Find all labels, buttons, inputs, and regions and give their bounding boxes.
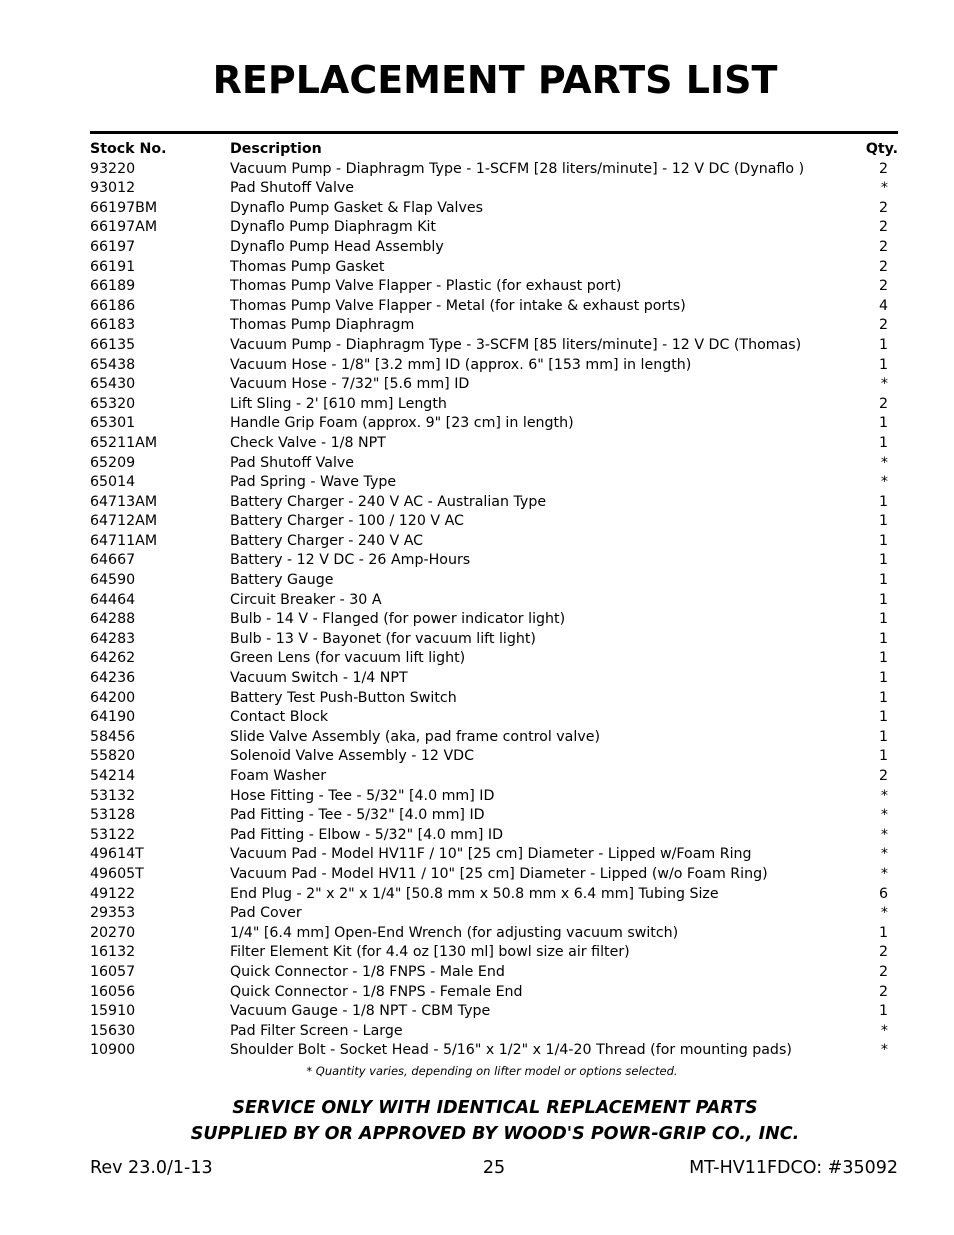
cell-quantity: 1 [878, 670, 888, 687]
cell-stock-number: 66197 [90, 238, 136, 255]
cell-description: Pad Shutoff Valve [230, 180, 355, 197]
cell-quantity: 1 [878, 532, 888, 549]
table-row [90, 708, 898, 728]
table-row [90, 512, 898, 532]
cell-description: Foam Washer [230, 768, 327, 784]
cell-quantity: 2 [878, 160, 888, 177]
table-row [90, 179, 898, 199]
cell-quantity: 1 [878, 1003, 888, 1020]
cell-quantity: 1 [878, 689, 888, 706]
cell-quantity: 2 [878, 395, 888, 412]
cell-stock-number: 49614T [90, 846, 144, 863]
cell-description: Green Lens (for vacuum lift light) [230, 650, 466, 667]
cell-quantity: 1 [878, 924, 888, 941]
table-row [90, 924, 898, 944]
cell-quantity: 4 [878, 297, 888, 314]
cell-description: Quick Connector - 1/8 FNPS - Female End [230, 983, 523, 1000]
cell-description: Vacuum Hose - 7/32" [5.6 mm] ID [230, 376, 470, 393]
cell-quantity: * [880, 826, 888, 843]
table-row [90, 199, 898, 219]
document-id: MT-HV11FDCO: #35092 [689, 1158, 898, 1178]
cell-quantity: 1 [878, 650, 888, 667]
cell-quantity: 2 [878, 258, 888, 275]
cell-stock-number: 53122 [90, 826, 136, 843]
cell-quantity: 1 [878, 591, 888, 608]
table-row [90, 591, 898, 611]
service-notice-line-2: SUPPLIED BY OR APPROVED BY WOOD'S POWR-GRIP CO., INC. [190, 1124, 800, 1144]
table-row [90, 865, 898, 885]
cell-quantity: 1 [878, 415, 888, 432]
cell-stock-number: 65209 [90, 454, 136, 471]
table-row [90, 297, 898, 317]
cell-quantity: 2 [878, 238, 888, 255]
cell-stock-number: 64713AM [90, 493, 158, 510]
cell-quantity: * [880, 865, 888, 882]
parts-table [90, 140, 898, 1061]
table-row [90, 787, 898, 807]
cell-stock-number: 64590 [90, 572, 136, 589]
cell-quantity: * [880, 1022, 888, 1039]
cell-description: Battery Charger - 240 V AC - Australian Type [230, 493, 547, 510]
table-row [90, 395, 898, 415]
cell-description: Battery Gauge [230, 572, 334, 589]
cell-quantity: 1 [878, 709, 888, 726]
cell-description: Thomas Pump Valve Flapper - Metal (for intake & exhaust ports) [230, 297, 686, 314]
cell-description: Pad Shutoff Valve [230, 454, 355, 471]
table-row [90, 571, 898, 591]
cell-stock-number: 66189 [90, 278, 136, 295]
table-row [90, 943, 898, 963]
cell-quantity: 6 [878, 885, 888, 902]
cell-quantity: 1 [878, 434, 888, 451]
cell-quantity: * [880, 376, 888, 393]
table-row [90, 689, 898, 709]
table-row [90, 728, 898, 748]
cell-stock-number: 64712AM [90, 513, 158, 530]
cell-description: End Plug - 2" x 2" x 1/4" [50.8 mm x 50.8 mm x 6.4 mm] Tubing Size [230, 885, 719, 902]
cell-stock-number: 16057 [90, 963, 136, 980]
table-row [90, 885, 898, 905]
cell-quantity: 1 [878, 572, 888, 589]
quantity-footnote: * Quantity varies, depending on lifter model or options selected. [306, 1064, 678, 1078]
table-row [90, 826, 898, 846]
cell-description: Dynaflo Pump Diaphragm Kit [230, 219, 436, 236]
table-row [90, 904, 898, 924]
cell-description: Vacuum Hose - 1/8" [3.2 mm] ID (approx. 6" [153 mm] in length) [230, 356, 692, 373]
cell-description: Thomas Pump Valve Flapper - Plastic (for exhaust port) [230, 278, 622, 295]
cell-quantity: * [880, 807, 888, 824]
cell-description: Vacuum Pump - Diaphragm Type - 1-SCFM [28 liters/minute] - 12 V DC (Dynaflo ) [230, 160, 805, 177]
table-body [90, 160, 898, 1061]
table-row [90, 277, 898, 297]
cell-quantity: 1 [878, 611, 888, 628]
table-row [90, 983, 898, 1003]
cell-stock-number: 64236 [90, 670, 136, 687]
cell-stock-number: 64190 [90, 709, 136, 726]
cell-quantity: * [880, 846, 888, 863]
table-row [90, 1022, 898, 1042]
table-row [90, 610, 898, 630]
cell-stock-number: 54214 [90, 768, 136, 784]
cell-stock-number: 65430 [90, 376, 136, 393]
cell-quantity: * [880, 1042, 888, 1059]
cell-quantity: 2 [878, 278, 888, 295]
table-row [90, 669, 898, 689]
cell-description: Thomas Pump Diaphragm [230, 317, 415, 334]
cell-stock-number: 66197BM [90, 199, 158, 216]
cell-quantity: 2 [878, 944, 888, 961]
cell-description: Circuit Breaker - 30 A [230, 591, 382, 608]
revision-label: Rev 23.0/1-13 [90, 1158, 213, 1178]
column-header-stock: Stock No. [90, 141, 167, 157]
table-row [90, 218, 898, 238]
table-row [90, 551, 898, 571]
cell-description: Battery Test Push-Button Switch [230, 689, 457, 706]
table-row [90, 1002, 898, 1022]
cell-description: Solenoid Valve Assembly - 12 VDC [230, 748, 474, 765]
table-row [90, 630, 898, 650]
cell-description: Check Valve - 1/8 NPT [230, 434, 386, 451]
table-row [90, 767, 898, 787]
cell-description: Battery Charger - 240 V AC [230, 532, 424, 549]
cell-stock-number: 65014 [90, 474, 136, 491]
cell-stock-number: 93220 [90, 160, 136, 177]
cell-stock-number: 15910 [90, 1003, 136, 1020]
cell-stock-number: 65301 [90, 415, 136, 432]
cell-stock-number: 66183 [90, 317, 136, 334]
cell-description: Vacuum Pump - Diaphragm Type - 3-SCFM [85 liters/minute] - 12 V DC (Thomas) [230, 336, 802, 353]
header-divider [90, 131, 898, 134]
table-row [90, 747, 898, 767]
cell-stock-number: 55820 [90, 748, 136, 765]
cell-quantity: * [880, 905, 888, 922]
cell-stock-number: 64464 [90, 591, 136, 608]
cell-stock-number: 58456 [90, 728, 136, 745]
cell-stock-number: 64288 [90, 611, 136, 628]
table-row [90, 160, 898, 180]
cell-quantity: 2 [878, 983, 888, 1000]
table-row [90, 845, 898, 865]
cell-description: 1/4" [6.4 mm] Open-End Wrench (for adjusting vacuum switch) [230, 924, 679, 941]
cell-description: Contact Block [230, 709, 329, 726]
table-header-row [90, 140, 898, 160]
cell-quantity: 1 [878, 336, 888, 353]
cell-quantity: 1 [878, 630, 888, 647]
cell-quantity: 1 [878, 356, 888, 373]
cell-description: Vacuum Gauge - 1/8 NPT - CBM Type [230, 1003, 491, 1020]
cell-description: Bulb - 13 V - Bayonet (for vacuum lift light) [230, 630, 536, 647]
cell-stock-number: 16056 [90, 983, 136, 1000]
table-row [90, 238, 898, 258]
page-number: 25 [482, 1158, 506, 1178]
table-row [90, 258, 898, 278]
cell-description: Thomas Pump Gasket [230, 258, 385, 275]
cell-description: Pad Fitting - Elbow - 5/32" [4.0 mm] ID [230, 826, 504, 843]
page-footer [90, 1156, 898, 1180]
cell-stock-number: 64283 [90, 630, 136, 647]
cell-stock-number: 20270 [90, 924, 136, 941]
table-row [90, 414, 898, 434]
cell-description: Quick Connector - 1/8 FNPS - Male End [230, 963, 505, 980]
cell-stock-number: 66197AM [90, 219, 158, 236]
cell-stock-number: 93012 [90, 180, 136, 197]
cell-quantity: 2 [878, 317, 888, 334]
cell-quantity: 1 [878, 728, 888, 745]
cell-description: Pad Filter Screen - Large [230, 1022, 403, 1039]
cell-description: Vacuum Pad - Model HV11 / 10" [25 cm] Diameter - Lipped (w/o Foam Ring) [230, 865, 768, 882]
table-row [90, 356, 898, 376]
cell-stock-number: 49122 [90, 885, 136, 902]
cell-quantity: 2 [878, 199, 888, 216]
cell-quantity: * [880, 787, 888, 804]
cell-quantity: * [880, 474, 888, 491]
cell-stock-number: 66186 [90, 297, 136, 314]
cell-description: Bulb - 14 V - Flanged (for power indicator light) [230, 611, 566, 628]
cell-description: Lift Sling - 2' [610 mm] Length [230, 395, 447, 412]
cell-description: Dynaflo Pump Gasket & Flap Valves [230, 199, 483, 216]
cell-description: Pad Fitting - Tee - 5/32" [4.0 mm] ID [230, 807, 485, 824]
cell-stock-number: 15630 [90, 1022, 136, 1039]
table-row [90, 316, 898, 336]
cell-description: Battery - 12 V DC - 26 Amp-Hours [230, 552, 471, 569]
cell-description: Shoulder Bolt - Socket Head - 5/16" x 1/2" x 1/4-20 Thread (for mounting pads) [230, 1042, 792, 1059]
table-row [90, 963, 898, 983]
cell-description: Hose Fitting - Tee - 5/32" [4.0 mm] ID [230, 787, 495, 804]
table-row [90, 375, 898, 395]
cell-quantity: * [880, 454, 888, 471]
cell-quantity: 1 [878, 748, 888, 765]
cell-quantity: 1 [878, 493, 888, 510]
cell-stock-number: 49605T [90, 865, 144, 882]
table-row [90, 434, 898, 454]
cell-description: Handle Grip Foam (approx. 9" [23 cm] in length) [230, 415, 574, 432]
cell-quantity: 1 [878, 513, 888, 530]
cell-quantity: 1 [878, 552, 888, 569]
cell-quantity: 2 [878, 219, 888, 236]
table-row [90, 473, 898, 493]
cell-description: Slide Valve Assembly (aka, pad frame control valve) [230, 728, 600, 745]
cell-stock-number: 65320 [90, 395, 136, 412]
cell-description: Vacuum Pad - Model HV11F / 10" [25 cm] Diameter - Lipped w/Foam Ring [230, 846, 752, 863]
cell-stock-number: 64711AM [90, 532, 158, 549]
cell-stock-number: 66135 [90, 336, 136, 353]
cell-description: Filter Element Kit (for 4.4 oz [130 ml] bowl size air filter) [230, 944, 630, 961]
cell-stock-number: 66191 [90, 258, 136, 275]
table-row [90, 493, 898, 513]
cell-description: Dynaflo Pump Head Assembly [230, 238, 444, 255]
cell-description: Pad Cover [230, 905, 302, 922]
cell-stock-number: 29353 [90, 905, 136, 922]
cell-stock-number: 16132 [90, 944, 136, 961]
cell-description: Pad Spring - Wave Type [230, 474, 397, 491]
table-row [90, 1041, 898, 1061]
table-row [90, 806, 898, 826]
table-row [90, 532, 898, 552]
table-row [90, 336, 898, 356]
cell-description: Battery Charger - 100 / 120 V AC [230, 513, 464, 530]
column-header-description: Description [230, 141, 322, 157]
cell-description: Vacuum Switch - 1/4 NPT [230, 670, 408, 687]
cell-quantity: 2 [878, 963, 888, 980]
cell-stock-number: 53128 [90, 807, 136, 824]
column-header-qty: Qty. [865, 141, 898, 157]
table-row [90, 454, 898, 474]
cell-stock-number: 53132 [90, 787, 136, 804]
page-title: REPLACEMENT PARTS LIST [212, 58, 778, 102]
cell-stock-number: 64667 [90, 552, 136, 569]
cell-stock-number: 65438 [90, 356, 136, 373]
cell-stock-number: 10900 [90, 1042, 136, 1059]
cell-stock-number: 64200 [90, 689, 136, 706]
table-row [90, 649, 898, 669]
cell-quantity: * [880, 180, 888, 197]
cell-stock-number: 64262 [90, 650, 136, 667]
cell-stock-number: 65211AM [90, 434, 158, 451]
service-notice-line-1: SERVICE ONLY WITH IDENTICAL REPLACEMENT PARTS [232, 1098, 758, 1118]
cell-quantity: 2 [878, 768, 888, 784]
